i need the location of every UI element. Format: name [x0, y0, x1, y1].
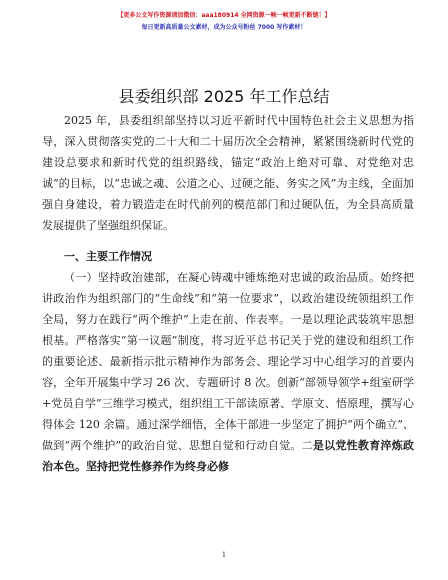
body-paragraph: [42, 267, 414, 477]
promo-line-red: 【更多公文写作资源请加微信：aaa180914 全网资源一帧一帧更新不断链！】: [117, 12, 331, 19]
section-heading: 一、主要工作情况: [64, 250, 152, 263]
paragraph-text: 始终把讲政治作为组织部门的“生命线”和“第一位要求”，以政治建设统领组织工作全局，努力在践行“两个维护”上走在前、作表率。一是以理论武装筑牢思想根基。严格落实“第一议题”制度，将习近平总书记关于党的建设和组织工作的重要论述、最新指示批示精神作为部务会、理论学习中心组学习的首要内容，全年开展集中学习 26 次、专题研讨 8 次。创新“部领导领学+组室研学+党员自学”三维学习模式，组织组工干部读原著、学原文、悟原理，撰写心得体会 120 余篇。通过深学细悟，全体干部进一步坚定了拥护“两个确立”、做到“两个维护”的政治自觉、思想自觉和行动自觉。二: [42, 271, 415, 452]
document-title: 县委组织部 2025 年工作总结: [118, 87, 330, 106]
promo-line-blue: 每日更新高质量公文素材，成为公众号粉丝 7000 写作素材！: [141, 24, 307, 31]
intro-paragraph: 2025 年，县委组织部坚持以习近平新时代中国特色社会主义思想为指导，深入贯彻落实党的二十大和二十届历次全会精神，紧紧围绕新时代党的建设总要求和新时代党的组织路线，锚定“政治上绝对可靠、对党绝对忠诚”的目标，以“忠诚之魂、公道之心、过硬之能、务实之风”为主线，全面加强自身建设，着力锻造走在时代前列的模范部门和过硬队伍，为全县高质量发展提供了坚强组织保证。: [42, 114, 414, 232]
paragraph-bold-text: 是以党性教育淬炼政治本色。坚持把党性修养作为终身必修: [42, 439, 414, 473]
page-number: 1: [221, 551, 227, 559]
paragraph-lead: （一）坚持政治建部，在凝心铸魂中锤炼绝对忠诚的政治品质。: [64, 271, 381, 284]
document-body: [42, 110, 414, 477]
header-banner: [0, 10, 448, 34]
